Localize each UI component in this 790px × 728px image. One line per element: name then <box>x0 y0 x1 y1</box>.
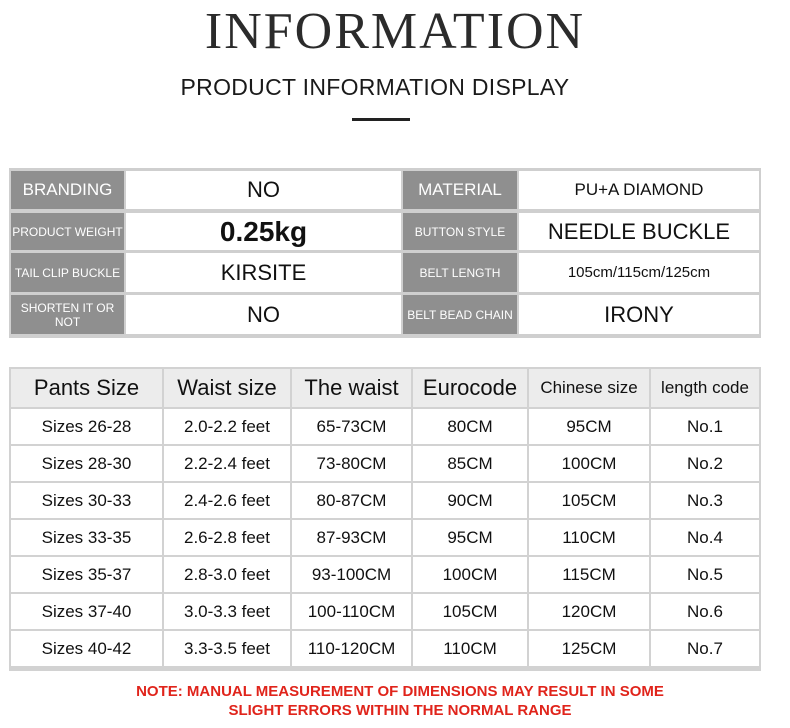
info-label-2-a: PRODUCT WEIGHT <box>11 213 124 250</box>
title-underline <box>352 118 410 121</box>
info-label-1-b: MATERIAL <box>403 171 517 209</box>
size-table-cell: 100CM <box>529 446 649 481</box>
size-table-cell: 65-73CM <box>292 409 411 444</box>
info-value-4-b: IRONY <box>519 295 759 334</box>
size-table-cell: Sizes 26-28 <box>11 409 162 444</box>
product-info-grid <box>9 168 761 338</box>
size-table-cell: Sizes 37-40 <box>11 594 162 629</box>
size-table-header: Pants Size <box>11 369 162 407</box>
info-value-2-b: NEEDLE BUCKLE <box>519 213 759 250</box>
size-table-cell: 105CM <box>413 594 527 629</box>
info-label-3-a: TAIL CLIP BUCKLE <box>11 253 124 292</box>
size-table-cell: 2.6-2.8 feet <box>164 520 290 555</box>
size-table-header: Waist size <box>164 369 290 407</box>
size-table-cell: No.6 <box>651 594 759 629</box>
size-table-header: Chinese size <box>529 369 649 407</box>
info-value-2-a: 0.25kg <box>126 213 401 250</box>
size-table-cell: Sizes 28-30 <box>11 446 162 481</box>
info-label-4-a: SHORTEN IT OR NOT <box>11 295 124 334</box>
page-title: INFORMATION <box>204 3 586 60</box>
size-table-cell: Sizes 40-42 <box>11 631 162 666</box>
size-table-cell: 3.0-3.3 feet <box>164 594 290 629</box>
info-label-1-a: BRANDING <box>11 171 124 209</box>
size-table-cell: 2.8-3.0 feet <box>164 557 290 592</box>
size-table-cell: Sizes 30-33 <box>11 483 162 518</box>
size-table-cell: 95CM <box>413 520 527 555</box>
size-table-cell: 85CM <box>413 446 527 481</box>
measurement-note <box>0 682 790 720</box>
note-line-1: NOTE: MANUAL MEASUREMENT OF DIMENSIONS MAY RESULT IN SOME <box>136 683 664 700</box>
size-table-cell: 100CM <box>413 557 527 592</box>
size-table-cell: 80-87CM <box>292 483 411 518</box>
size-table <box>9 367 761 671</box>
info-value-1-a: NO <box>126 171 401 209</box>
size-table-cell: 73-80CM <box>292 446 411 481</box>
size-table-header: The waist <box>292 369 411 407</box>
size-table-header: length code <box>651 369 759 407</box>
size-table-cell: Sizes 33-35 <box>11 520 162 555</box>
size-table-cell: 3.3-3.5 feet <box>164 631 290 666</box>
info-value-1-b: PU+A DIAMOND <box>519 171 759 209</box>
size-table-header: Eurocode <box>413 369 527 407</box>
size-table-cell: 110CM <box>413 631 527 666</box>
size-table-cell: No.2 <box>651 446 759 481</box>
size-table-cell: 93-100CM <box>292 557 411 592</box>
size-table-cell: 110-120CM <box>292 631 411 666</box>
size-table-cell: No.5 <box>651 557 759 592</box>
page-subtitle: PRODUCT INFORMATION DISPLAY <box>180 74 570 100</box>
info-label-3-b: BELT LENGTH <box>403 253 517 292</box>
size-table-cell: 80CM <box>413 409 527 444</box>
info-value-3-a: KIRSITE <box>126 253 401 292</box>
size-table-cell: 100-110CM <box>292 594 411 629</box>
size-table-cell: 105CM <box>529 483 649 518</box>
size-table-cell: No.4 <box>651 520 759 555</box>
size-table-cell: 87-93CM <box>292 520 411 555</box>
size-table-cell: 115CM <box>529 557 649 592</box>
size-table-cell: 120CM <box>529 594 649 629</box>
size-table-cell: Sizes 35-37 <box>11 557 162 592</box>
size-table-cell: No.7 <box>651 631 759 666</box>
size-table-cell: 2.2-2.4 feet <box>164 446 290 481</box>
info-label-4-b: BELT BEAD CHAIN <box>403 295 517 334</box>
info-value-3-b: 105cm/115cm/125cm <box>519 253 759 292</box>
size-table-cell: 110CM <box>529 520 649 555</box>
size-table-cell: 2.4-2.6 feet <box>164 483 290 518</box>
size-table-cell: 90CM <box>413 483 527 518</box>
size-table-cell: 125CM <box>529 631 649 666</box>
size-table-cell: No.1 <box>651 409 759 444</box>
size-table-cell: 95CM <box>529 409 649 444</box>
note-line-2: SLIGHT ERRORS WITHIN THE NORMAL RANGE <box>228 702 572 719</box>
info-label-2-b: BUTTON STYLE <box>403 213 517 250</box>
info-value-4-a: NO <box>126 295 401 334</box>
size-table-cell: No.3 <box>651 483 759 518</box>
size-table-cell: 2.0-2.2 feet <box>164 409 290 444</box>
